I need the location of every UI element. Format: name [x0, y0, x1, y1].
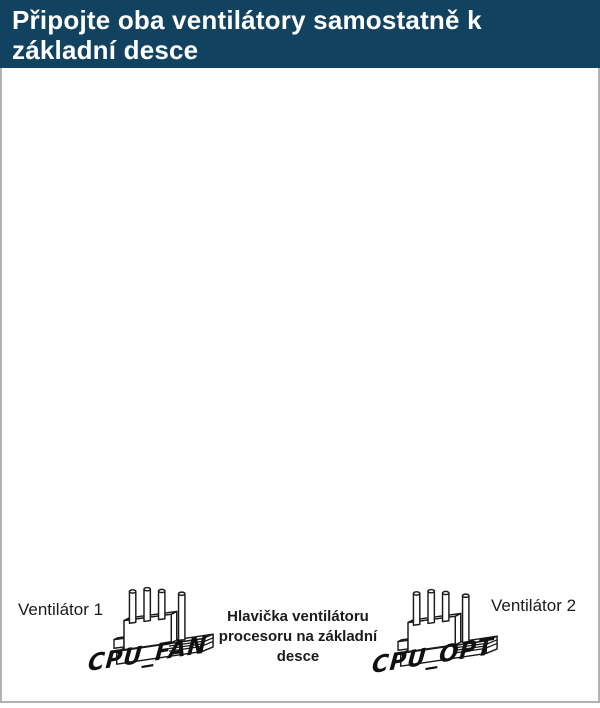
motherboard-header-caption: Hlavička ventilátoru procesoru na základní desce	[218, 608, 378, 665]
fan2-label: Ventilátor 2	[491, 596, 577, 615]
instruction-title: Připojte oba ventilátory samostatně k základní desce	[12, 5, 482, 65]
cpu-opt-connector-name: CPU_OPT	[370, 633, 495, 680]
fan1-label: Ventilátor 1	[18, 600, 104, 619]
instruction-header	[0, 0, 600, 68]
cpu-fan-connector-name: CPU_FAN	[86, 631, 209, 678]
